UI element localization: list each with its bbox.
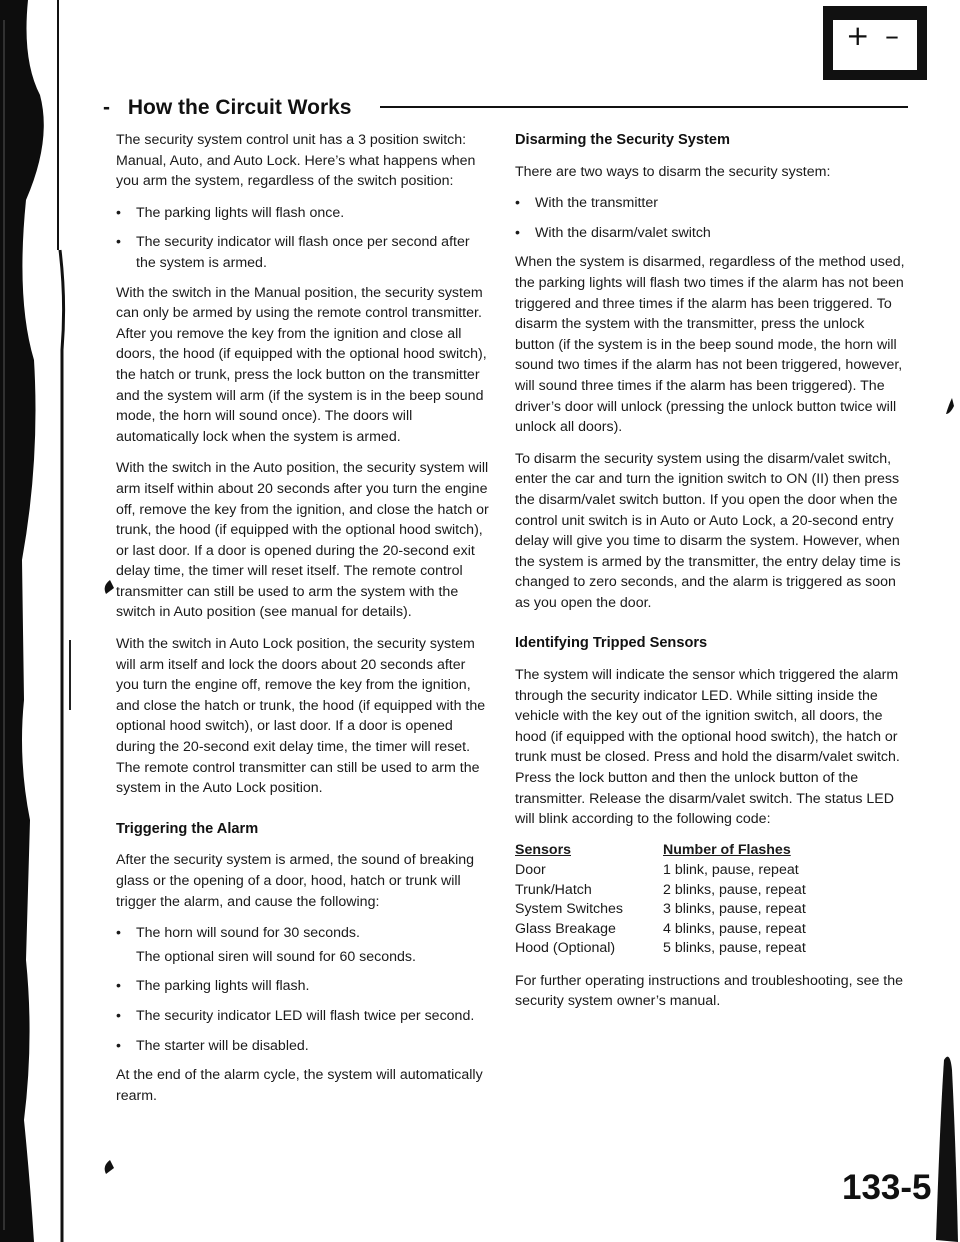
- table-row: [515, 881, 905, 901]
- trigger-paragraph: After the security system is armed, the sound of breaking glass or the opening of a door, hood, hatch or trunk will trigger the alarm, and cause the following:: [116, 852, 475, 910]
- title-rule: [380, 106, 908, 108]
- list-item: • The parking lights will flash once.: [116, 204, 345, 221]
- heading-triggering: Triggering the Alarm: [116, 820, 259, 837]
- table-header: Sensors: [515, 841, 571, 858]
- battery-icon: [823, 6, 927, 80]
- disarm-switch-paragraph: To disarm the security system using the disarm/valet switch, enter the car and turn the ignition switch to ON (II) then press the disarm/valet switch button. If you open the door when the control unit switch is in Auto or Auto Lock, a 20-second entry delay will give you time to disarm the system. However, when the system is armed by the transmitter, the entry delay time is changed to zero seconds, and the alarm is triggered as soon as you open the door.: [515, 450, 901, 611]
- left-column: [116, 130, 492, 1117]
- table-row: [515, 861, 905, 881]
- right-column: [515, 130, 905, 1023]
- rearm-paragraph: At the end of the alarm cycle, the system will automatically rearm.: [116, 1067, 483, 1104]
- manual-position-paragraph: With the switch in the Manual position, the security system can only be armed by using the remote control transmitter. After you remove the key from the ignition and close all doors, the hood (if equipped with the optional hood switch), the hatch or trunk, press the lock button on the transmitter and the system will arm (if the system is in the beep sound mode, the horn will sound once). The doors will automatically lock when the system is armed.: [116, 284, 487, 445]
- title-text: How the Circuit Works: [127, 96, 352, 119]
- table-header: Number of Flashes: [663, 841, 791, 858]
- table-row: [515, 920, 905, 940]
- list-item: • The parking lights will flash.: [116, 978, 310, 995]
- table-cell: 5 blinks, pause, repeat: [663, 940, 806, 957]
- battery-plus-symbol: +: [846, 19, 870, 52]
- table-cell: Door: [515, 862, 546, 879]
- list-item: • The security indicator LED will flash twice per second.: [116, 1007, 475, 1024]
- sensors-paragraph: The system will indicate the sensor which triggered the alarm through the security indicator LED. While sitting inside the vehicle with the key out of the ignition switch, all doors, the hood (if equipped with the optional hood switch), the hatch or trunk must be closed. Press and hold the disarm/valet switch. Press the lock button and then the unlock button of the transmitter. Release the disarm/valet switch. The status LED will blink according to the following code:: [515, 667, 900, 828]
- list-item: • The security indicator will flash once per second after the system is armed.: [116, 234, 470, 271]
- flash-code-table: [515, 841, 905, 959]
- heading-sensors: Identifying Tripped Sensors: [515, 635, 708, 652]
- section-title: [103, 96, 351, 120]
- auto-lock-paragraph: With the switch in Auto Lock position, the security system will arm itself and lock the doors about 20 seconds after you turn the engine off, remove the key from the ignition, and close the hatch or trunk, the hood (if equipped with the optional hood switch), or last door. If a door is opened during the 20-second exit delay time, the timer will reset. The remote control transmitter can still be used to arm the system in the Auto Lock position.: [116, 636, 486, 797]
- intro-paragraph: The security system control unit has a 3 position switch: Manual, Auto, and Auto Lock. Here’s what happens when you arm the system, regardless of the switch position:: [116, 132, 476, 190]
- table-cell: 1 blink, pause, repeat: [663, 862, 799, 879]
- table-cell: Glass Breakage: [515, 920, 616, 937]
- disarm-transmitter-paragraph: When the system is disarmed, regardless of the method used, the parking lights will flash two times if the alarm has not been triggered and three times if the alarm has been triggered. To disarm the system with the transmitter, press the unlock button (if the system is in the beep sound mode, the horn will sound two times if the alarm has not been triggered, however, will sound three times if the alarm has been triggered). The driver’s door will unlock (pressing the unlock button twice will unlock all doors).: [515, 254, 905, 436]
- table-cell: 2 blinks, pause, repeat: [663, 881, 806, 898]
- table-cell: System Switches: [515, 901, 624, 918]
- table-cell: 3 blinks, pause, repeat: [663, 901, 806, 918]
- table-row: [515, 939, 905, 959]
- table-cell: Hood (Optional): [515, 940, 616, 957]
- list-item: • The horn will sound for 30 seconds. The optional siren will sound for 60 seconds.: [116, 923, 492, 967]
- table-cell: 4 blinks, pause, repeat: [663, 920, 806, 937]
- table-row: [515, 900, 905, 920]
- page-number: 133-5: [842, 1168, 932, 1207]
- list-item: • With the transmitter: [515, 195, 658, 212]
- battery-minus-symbol: –: [885, 19, 899, 52]
- further-info-paragraph: For further operating instructions and troubleshooting, see the security system owner’s manual.: [515, 972, 904, 1010]
- list-item-continuation: The optional siren will sound for 60 seconds.: [136, 948, 416, 965]
- heading-disarming: Disarming the Security System: [515, 132, 730, 148]
- list-item: • With the disarm/valet switch: [515, 224, 711, 241]
- title-dash: -: [103, 96, 110, 119]
- list-item: • The starter will be disabled.: [116, 1037, 309, 1054]
- auto-position-paragraph: With the switch in the Auto position, the security system will arm itself within about 20 seconds after you turn the engine off, remove the key from the ignition, and close the hatch or trunk, the hood (if equipped with the optional hood switch), or last door. If a door is opened during the 20-second exit delay time, the timer will reset itself. The remote control transmitter can still be used to arm the system with the switch in Auto position (see manual for details).: [116, 460, 489, 621]
- disarm-ways-paragraph: There are two ways to disarm the security system:: [515, 163, 831, 180]
- table-cell: Trunk/Hatch: [515, 881, 592, 898]
